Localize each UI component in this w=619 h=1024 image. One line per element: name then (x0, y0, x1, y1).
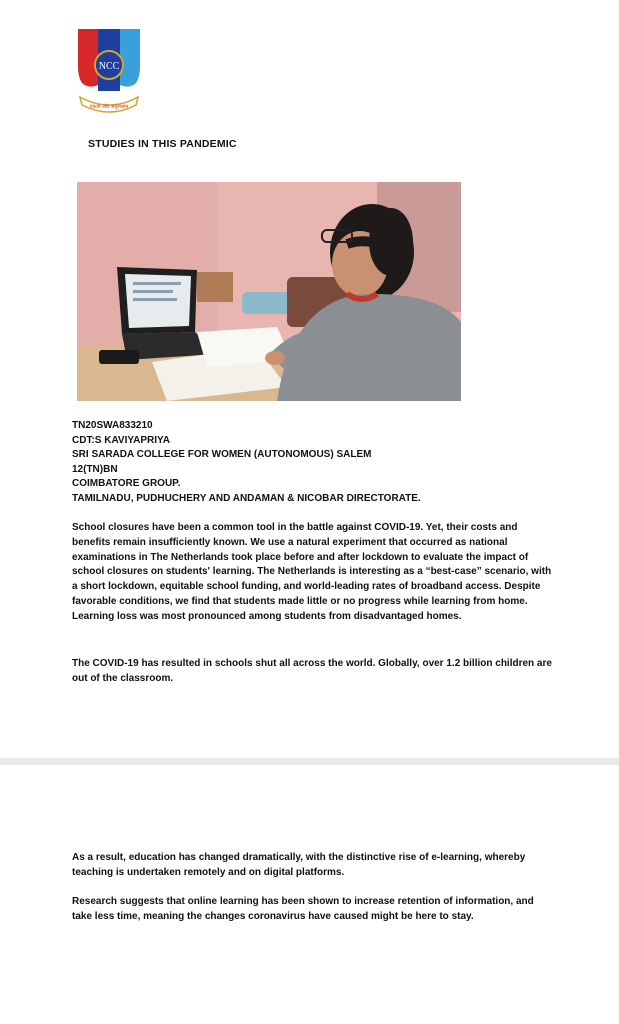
cadet-group: COIMBATORE GROUP. (72, 478, 181, 489)
cadet-college: SRI SARADA COLLEGE FOR WOMEN (AUTONOMOUS) SALEM (72, 449, 372, 460)
ncc-ribbon-text: एकता और अनुशासन (89, 104, 129, 110)
body-paragraph: The COVID-19 has resulted in schools shut all across the world. Globally, over 1.2 billion children are out of the classroom. (72, 658, 552, 684)
cadet-info-block (72, 419, 572, 506)
page-divider (0, 758, 619, 765)
ncc-emblem-text: NCC (98, 61, 120, 72)
cadet-regimental-number: TN20SWA833210 (72, 420, 153, 431)
document-title: STUDIES IN THIS PANDEMIC (88, 138, 237, 150)
body-paragraph: As a result, education has changed dramatically, with the distinctive rise of e-learning, whereby teaching is undertaken remotely and on digital platforms. (72, 852, 526, 878)
student-laptop-photo (77, 182, 461, 401)
cadet-directorate: TAMILNADU, PUDHUCHERY AND ANDAMAN & NICOBAR DIRECTORATE. (72, 492, 421, 504)
body-paragraph: Research suggests that online learning has been shown to increase retention of information, and take less time, meaning the changes coronavirus have caused might be here to stay. (72, 896, 534, 922)
cadet-battalion: 12(TN)BN (72, 463, 118, 475)
body-paragraph: School closures have been a common tool in the battle against COVID-19. Yet, their costs and benefits remain insufficiently known. We use a natural experiment that occurred as national examinations in The Netherlands took place before and after lockdown to evaluate the impact of school closures on students' learning. The Netherlands is interesting as a “best-case” scenario, with a short lockdown, equitable school funding, and world-leading rates of broadband access. Despite favorable conditions, we find that students made little or no progress while learning from home. Learning loss was most pronounced among students from disadvantaged homes. (72, 522, 552, 622)
cadet-name: CDT:S KAVIYAPRIYA (72, 434, 170, 446)
ncc-logo (76, 27, 142, 115)
